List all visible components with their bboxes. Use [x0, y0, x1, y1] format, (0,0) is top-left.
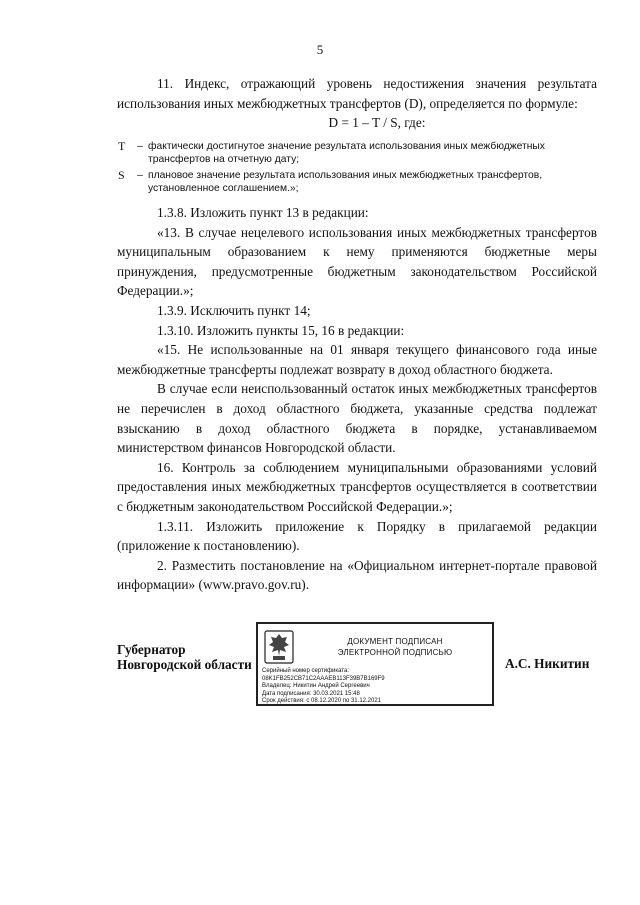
paragraph-1-3-8: 1.3.8. Изложить пункт 13 в редакции: [157, 205, 369, 220]
stamp-line: Срок действия: с 08.12.2020 по 31.12.2021 [262, 698, 382, 705]
definition-text: плановое значение результата использования иных межбюджетных трансфертов, установленное соглашением.»; [148, 169, 543, 195]
stamp-details [262, 668, 492, 706]
stamp-line: Владелец: Никитин Андрей Сергеевич [262, 683, 370, 690]
signature-block [0, 620, 640, 720]
paragraph-unused-balance: В случае если неиспользованный остаток иных межбюджетных трансфертов не перечислен в доход областного бюджета, указанные средства подлежат взысканию в доход областного бюджета в порядке, устанавливаемом министерством финансов Новгородской области. [117, 381, 597, 456]
definitions-list [118, 140, 598, 198]
page-number: 5 [316, 42, 324, 57]
formula: D = 1 – T / S, где: [328, 115, 426, 131]
paragraph-1-3-11: 1.3.11. Изложить приложение к Порядку в прилагаемой редакции (приложение к постановлению). [117, 518, 597, 554]
position-line-1: Губернатор [117, 642, 186, 657]
electronic-signature-stamp [256, 622, 494, 706]
coat-of-arms-icon [264, 630, 294, 664]
paragraph-2: 2. Разместить постановление на «Официальном интернет-портале правовой информации» (www.pravo.gov.ru). [117, 557, 597, 593]
paragraph-1-3-9: 1.3.9. Исключить пункт 14; [157, 302, 311, 318]
amendments-block [117, 203, 597, 595]
definition-row [118, 140, 598, 167]
definition-row [118, 169, 598, 196]
signatory-position [117, 642, 252, 672]
stamp-line: 08K1FB252CB71C2AAAEB113F39B7B169F9 [262, 675, 385, 682]
clause-11-block [117, 74, 597, 133]
definition-text: фактически достигнутое значение результата использования иных межбюджетных трансфертов на отчетную дату; [148, 141, 545, 166]
stamp-heading-line-2: ЭЛЕКТРОННОЙ ПОДПИСЬЮ [337, 648, 453, 657]
stamp-line: Дата подписания: 30.03.2021 15:48 [262, 690, 360, 697]
position-line-2: Новгородской области [117, 657, 252, 672]
paragraph-clause-15: «15. Не использованные на 01 января текущего финансового года иные межбюджетные трансферты подлежат возврату в доход областного бюджета. [117, 342, 597, 377]
definition-dash: – [137, 169, 143, 181]
stamp-heading-line-1: ДОКУМЕНТ ПОДПИСАН [347, 637, 443, 646]
stamp-heading [302, 636, 488, 658]
paragraph-1-3-10: 1.3.10. Изложить пункты 15, 16 в редакции: [157, 322, 405, 338]
signatory-name: А.С. Никитин [505, 656, 590, 671]
definition-dash: – [137, 141, 143, 152]
definition-symbol: T [118, 139, 126, 153]
definition-symbol: S [118, 167, 125, 182]
paragraph-clause-11: 11. Индекс, отражающий уровень недостижения значения результата использования иных межбюджетных трансфертов (D), определяется по формуле: [117, 76, 597, 111]
stamp-line: Серийный номер сертификата: [262, 668, 350, 674]
paragraph-clause-13: «13. В случае нецелевого использования иных межбюджетных трансфертов муниципальным образованием к нему применяются бюджетные меры принуждения, предусмотренные бюджетным законодательством Российской Федерации.»; [117, 224, 597, 299]
paragraph-clause-16: 16. Контроль за соблюдением муниципальными образованиями условий предоставления иных межбюджетных трансфертов осуществляется в соответствии с бюджетным законодательством Российской Федерации.»; [117, 459, 597, 514]
